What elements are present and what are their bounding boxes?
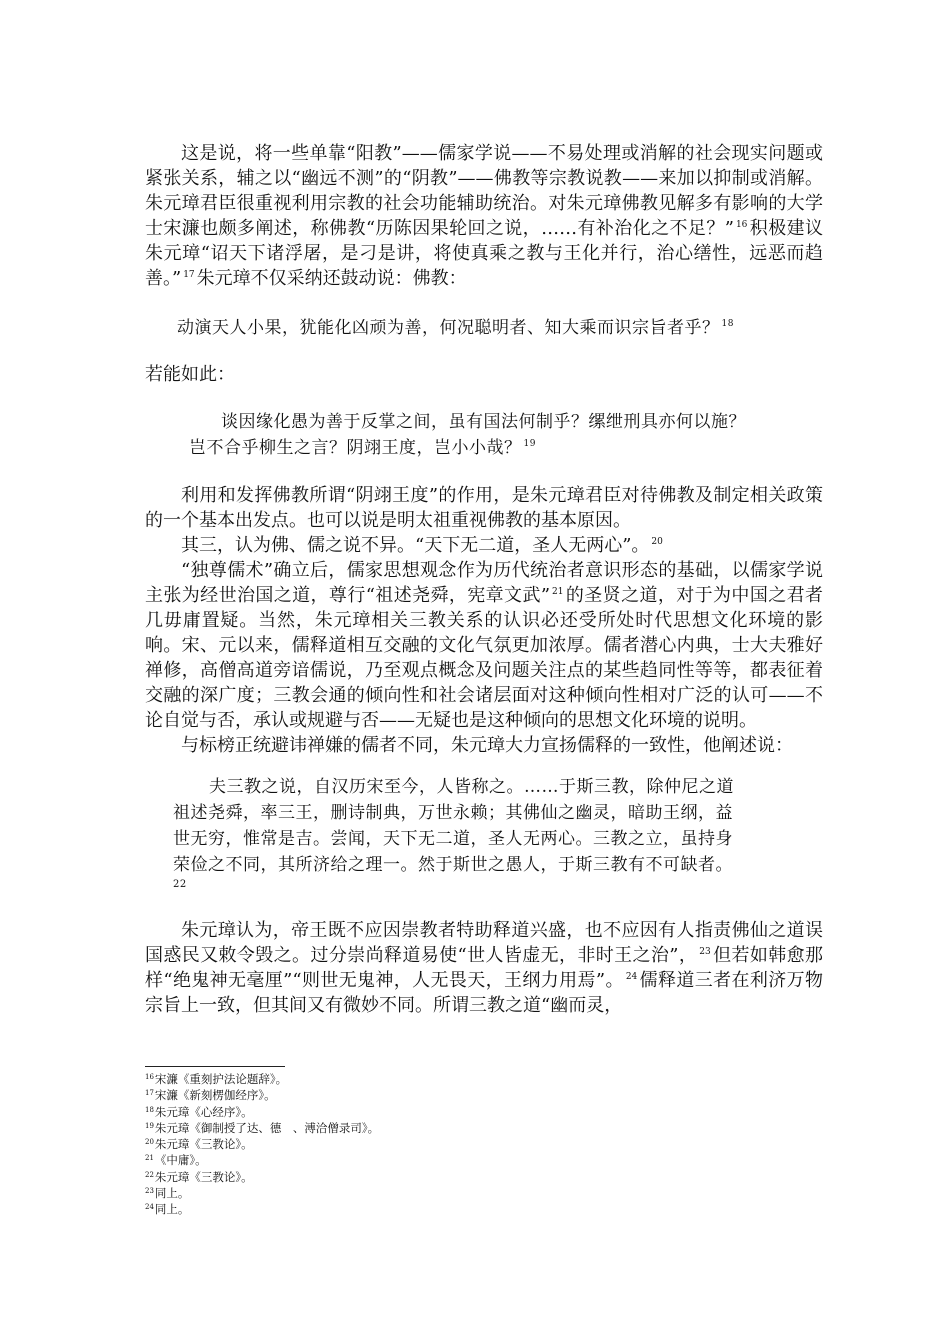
footnote-item [145,1104,545,1120]
quote-line: 夫三教之说，自汉历宋至今，人皆称之。……于斯三教，除仲尼之道 [209,777,734,797]
quote-line: 荣俭之不同，其所济给之理一。然于斯世之愚人，于斯三教有不可缺者。 [173,855,733,875]
footnote-ref: 20 [651,537,663,547]
footnote-text: 同上。 [154,1202,190,1217]
footnote-text: 朱元璋《三教论》。 [154,1137,253,1152]
footnote-text: 朱元璋《心经序》。 [154,1104,253,1119]
footnote-ref: 18 [721,319,734,329]
footnote-text: 朱元璋《三教论》。 [154,1169,253,1184]
footnote-item [145,1136,545,1152]
footnote-item [145,1152,545,1168]
footnote-item [145,1120,545,1136]
footnote-text: 同上。 [154,1186,190,1201]
paragraph-5 [145,558,823,733]
footnote-ref: 23 [699,947,711,957]
footnote-divider [145,1066,285,1067]
quote-line: 祖述尧舜，率三王，删诗制典，万世永赖；其佛仙之幽灵，暗助王纲，益 [173,803,733,823]
footnote-number: 20 [145,1138,154,1147]
paragraph-text: 但若如韩愈那样“绝鬼神无毫厘”“则世无鬼神，人无畏天，王纲力用焉”。 [145,945,823,991]
footnote-text: 宋濂《新刻楞伽经序》。 [154,1088,276,1103]
paragraph-1 [145,141,823,291]
quote-text: 岂不合乎柳生之言？阴翊王度，岂小小哉？ [189,438,522,458]
footnote-ref: 24 [625,972,638,982]
paragraph-text: 儒释道三者在利济万物宗旨上一致，但其间又有微妙不同。所谓三教之道“幽而灵， [145,970,823,1016]
quote-line: 世无穷，惟常是吉。尝闻，天下无二道，圣人无两心。三教之立，虽持身 [173,829,733,849]
footnote-number: 22 [145,1170,154,1179]
footnote-number: 19 [145,1121,154,1130]
footnote-text: 《中庸》。 [154,1153,207,1168]
footnote-text: 宋濂《重刻护法论题辞》。 [154,1072,288,1086]
block-quote-1 [145,315,823,341]
footnote-number: 17 [145,1089,154,1098]
paragraph-text: 的圣贤之道，对于为中国之君者几毋庸置疑。当然，朱元璋相关三教关系的认识必还受所处时代思想文化环境的影响。宋、元以来，儒释道相互交融的文化气氛更加浓厚。儒者潜心内典，士大夫雅好禅修，高僧高道旁谙儒说，乃至观点概念及问题关注点的某些趋同性等等，都表征着交融的深广度；三教会通的倾向性和社会诸层面对这种倾向性相对广泛的认可——不论自觉与否，承认或规避与否——无疑也是这种倾向的思想文化环境的说明。 [145,585,823,731]
footnote-ref: 22 [173,879,187,890]
footnote-item [145,1185,545,1201]
footnote-item [145,1201,545,1217]
quote-text: 动演天人小果，犹能化凶顽为善，何况聪明者、知大乘而识宗旨者乎？ [177,318,720,338]
paragraph-4 [145,533,823,558]
quote-line [145,435,823,461]
block-quote-2 [145,409,823,461]
paragraph-6: 与标榜正统避讳禅嫌的儒者不同，朱元璋大力宣扬儒释的一致性，他阐述说： [181,735,793,756]
quote-line: 谈因缘化愚为善于反掌之间，虽有国法何制乎？缧绁刑具亦何以施？ [221,412,746,432]
footnote-text: 朱元璋《御制授了达、德 、溥洽僧录司》。 [154,1120,380,1135]
paragraph-text: 朱元璋不仅采纳还鼓动说：佛教： [196,268,467,289]
document-body [145,141,823,1018]
paragraph-text: “独尊儒术”确立后，儒家思想观念作为历代统治者意识形态的基础，以儒家学说主张为经世治国之道，尊行“祖述尧舜，宪章文武” [145,560,823,606]
paragraph-7 [145,918,823,1018]
footnote-item [145,1169,545,1185]
footnote-number: 24 [145,1203,154,1212]
footnote-number: 21 [145,1154,154,1163]
footnote-item [145,1087,545,1103]
footnote-number: 23 [145,1187,154,1196]
block-quote-3 [145,774,823,892]
paragraph-text: 这是说，将一些单靠“阳教”——儒家学说——不易处理或消解的社会现实问题或紧张关系，辅之以“幽远不测”的“阴教”——佛教等宗教说教——来加以抑制或消解。朱元璋君臣很重视利用宗教的社会功能辅助统治。对朱元璋佛教见解多有影响的大学士宋濂也颇多阐述，称佛教“历陈因果轮回之说，……有补治化之不足？” [145,143,823,239]
footnote-ref: 21 [552,587,564,597]
footnote-number: 16 [145,1073,154,1081]
paragraph-2: 若能如此： [145,364,235,385]
footnote-ref: 19 [523,439,536,449]
footnote-ref: 16 [735,220,748,230]
footnotes [145,1071,545,1218]
paragraph-text: 积极建议朱元璋“诏天下诸浮屠，是刁是讲，将使真乘之教与王化并行，治心缮性，远恶而趋善。” [145,218,824,289]
footnote-number: 18 [145,1105,154,1114]
footnote-item [145,1071,545,1087]
paragraph-text: 其三，认为佛、儒之说不异。“天下无二道，圣人无两心”。 [181,535,650,556]
paragraph-3: 利用和发挥佛教所谓“阴翊王度”的作用，是朱元璋君臣对待佛教及制定相关政策的一个基本出发点。也可以说是明太祖重视佛教的基本原因。 [145,485,823,531]
paragraph-text: 朱元璋认为，帝王既不应因崇教者特助释道兴盛，也不应因有人指责佛仙之道误国惑民又敕令毁之。过分崇尚释道易使“世人皆虚无，非时王之治”， [145,920,823,966]
footnote-ref: 17 [183,270,195,280]
